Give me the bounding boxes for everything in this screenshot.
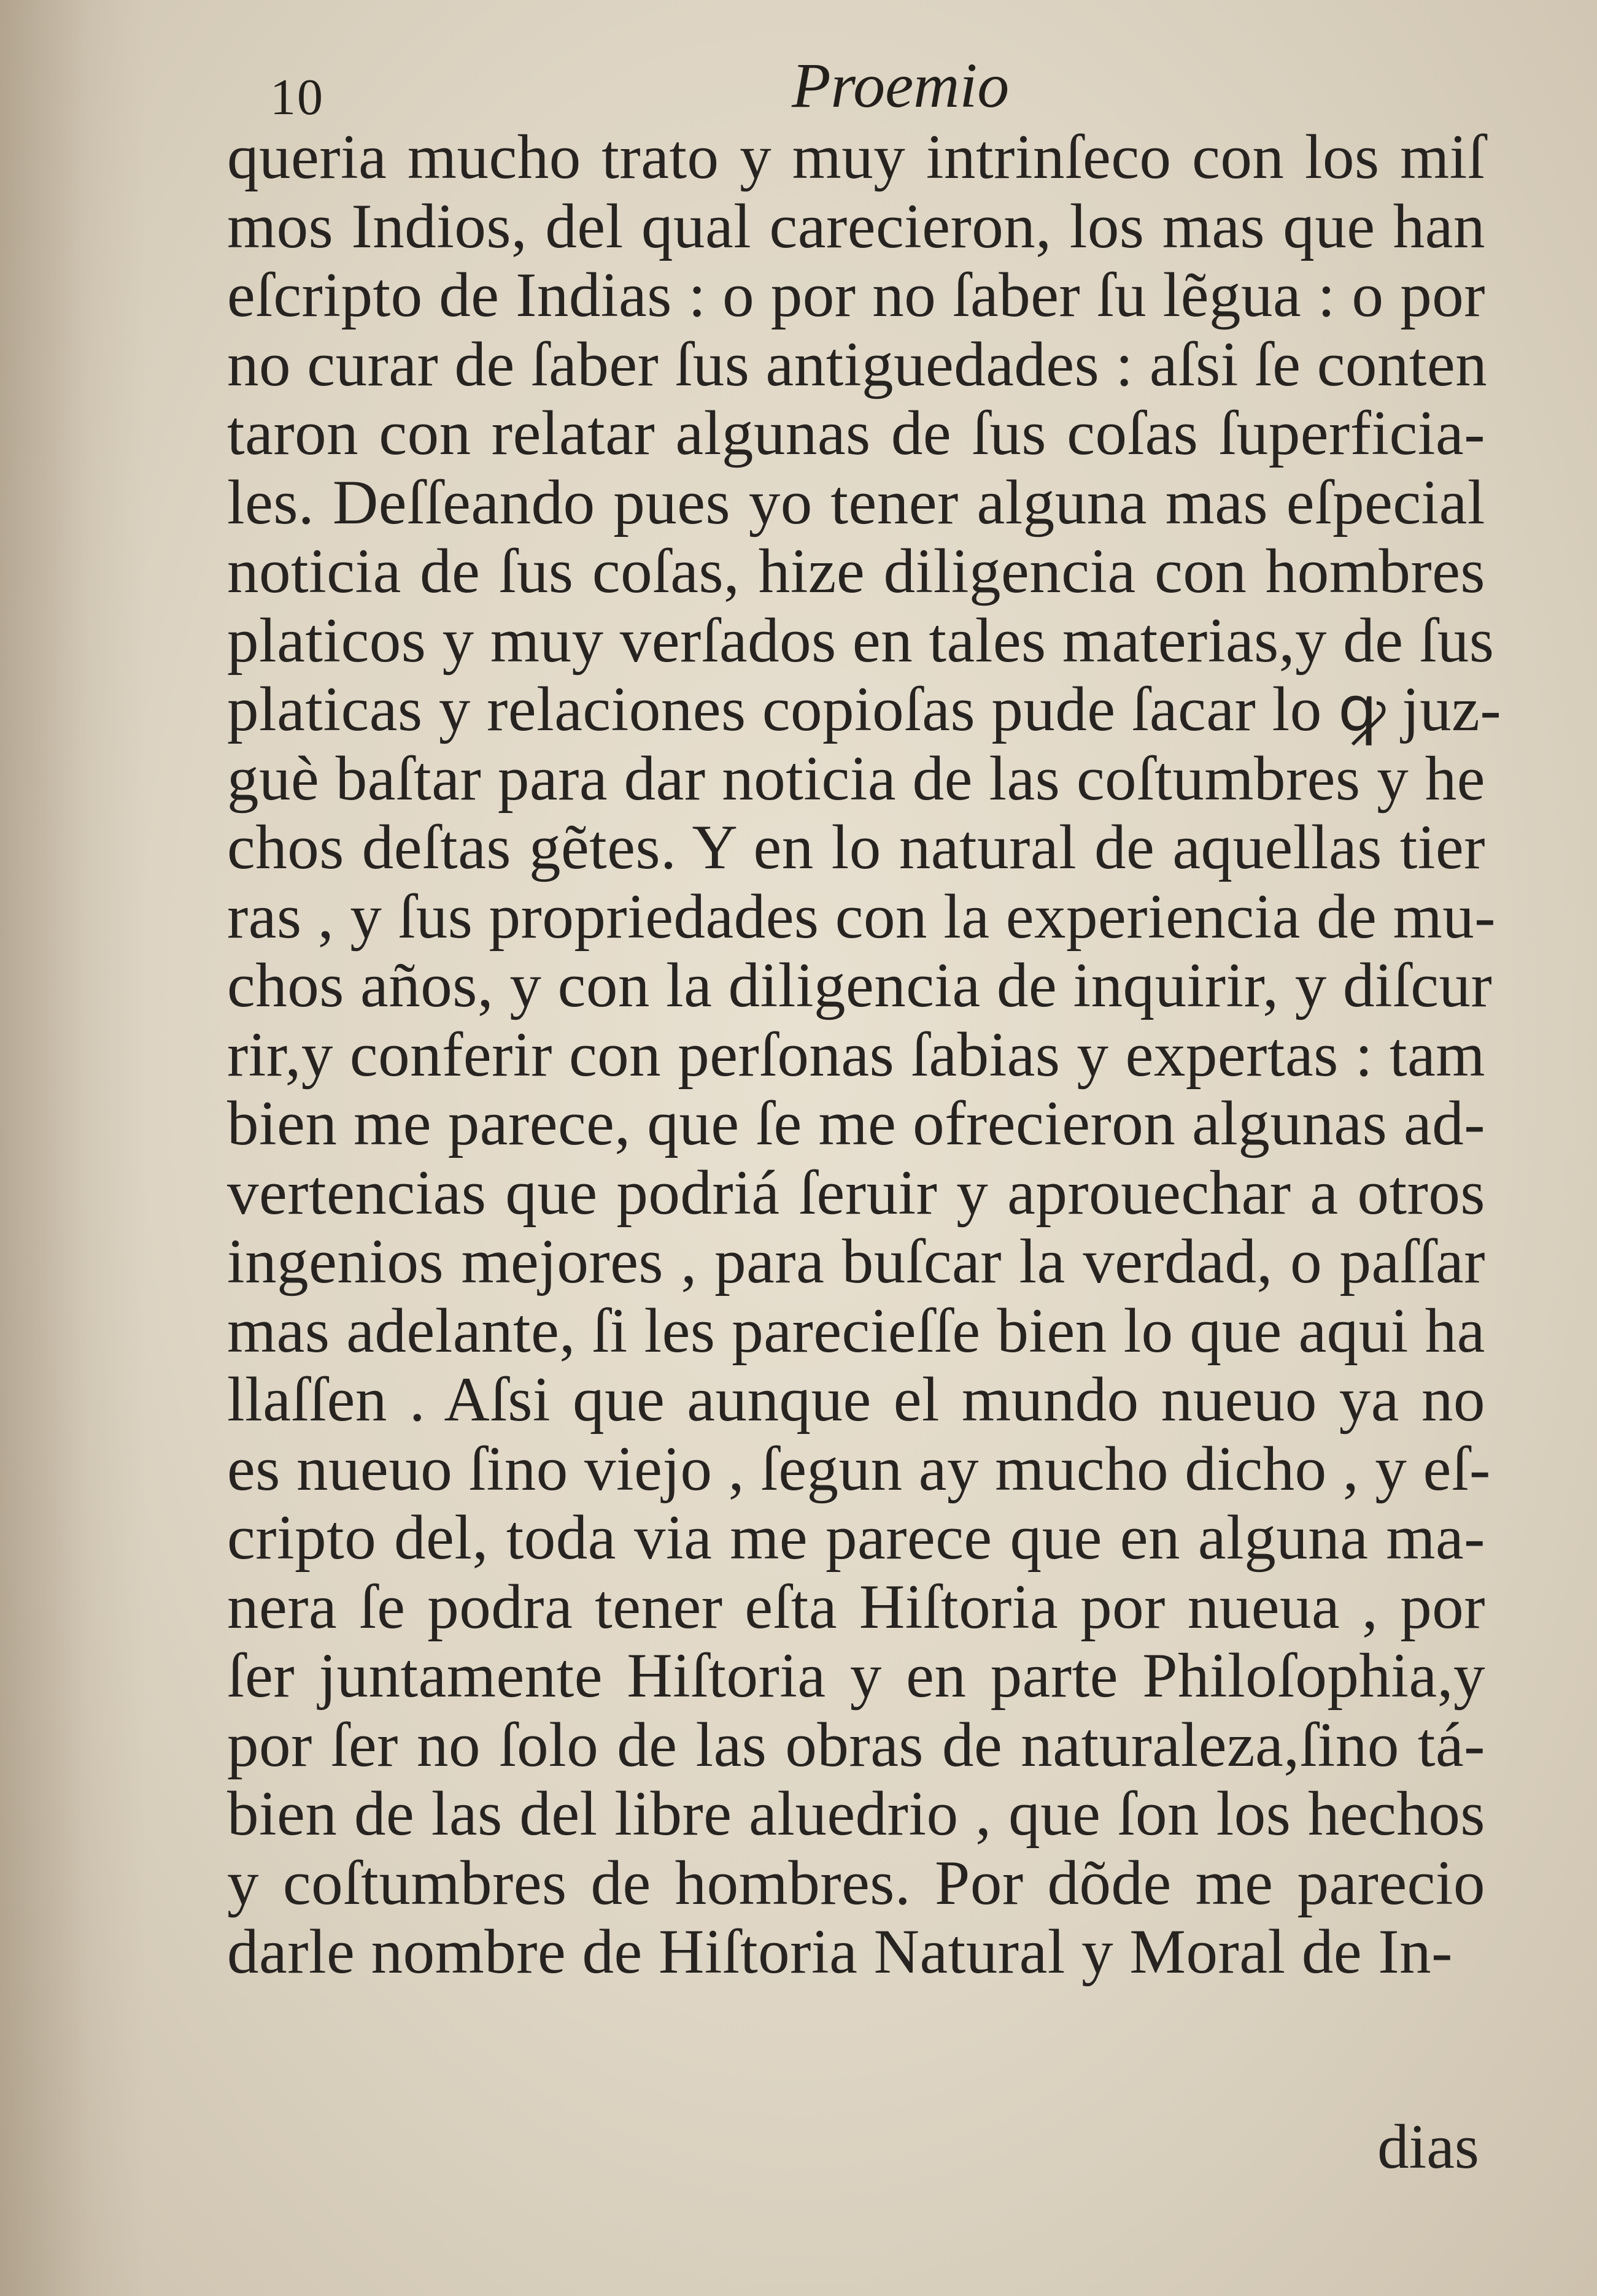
page-edge-shadow	[0, 0, 147, 2296]
text-line: taron con relatar algunas de ſus coſas ſuperficia-	[227, 398, 1485, 468]
page-number: 10	[270, 69, 324, 126]
text-line: eſcripto de Indias : o por no ſaber ſu lẽgua : o por	[227, 260, 1485, 330]
text-line: les. Deſſeando pues yo tener alguna mas eſpecial	[227, 467, 1485, 537]
body-text	[227, 122, 1502, 1987]
text-line: es nueuo ſino viejo , ſegun ay mucho dicho , y eſ-	[227, 1433, 1491, 1504]
text-line: noticia de ſus coſas, hize diligencia con hombres	[227, 536, 1485, 606]
text-line: por ſer no ſolo de las obras de naturaleza,ſino tá-	[227, 1709, 1485, 1780]
text-line: y coſtumbres de hombres. Por dõde me parecio	[227, 1847, 1485, 1918]
text-line: nera ſe podra tener eſta Hiſtoria por nueua , por	[227, 1571, 1485, 1642]
text-line: mos Indios, del qual carecieron, los mas que han	[227, 191, 1485, 261]
text-line: ingenios mejores , para buſcar la verdad, o paſſar	[227, 1227, 1485, 1296]
text-line: cripto del, toda via me parece que en alguna ma-	[227, 1503, 1485, 1573]
text-line: ras , y ſus propriedades con la experiencia de mu-	[227, 881, 1496, 952]
text-line: guè baſtar para dar noticia de las coſtumbres y he	[227, 743, 1485, 814]
text-line: bien de las del libre aluedrio , que ſon los hechos	[227, 1779, 1485, 1849]
text-line: rir,y conferir con perſonas ſabias y expertas : tam	[227, 1019, 1485, 1090]
text-line: chos años, y con la diligencia de inquirir, y diſcur	[227, 950, 1493, 1020]
text-line: platicos y muy verſados en tales materias,y de ſus	[227, 605, 1495, 676]
text-line: mas adelante, ſi les parecieſſe bien lo que aqui ha	[227, 1295, 1485, 1366]
text-line: queria mucho trato y muy intrinſeco con los miſ	[227, 122, 1485, 192]
catchword: dias	[1377, 2112, 1479, 2182]
text-line: vertencias que podriá ſeruir y aprouechar a otros	[227, 1157, 1485, 1228]
text-line: bien me parece, que ſe me ofrecieron algunas ad-	[227, 1088, 1485, 1158]
text-line: platicas y relaciones copioſas pude ſacar lo ꝙ juz-	[227, 674, 1502, 744]
running-title: Proemio	[792, 50, 1010, 121]
text-line: no curar de ſaber ſus antiguedades : aſsi ſe conten	[227, 329, 1488, 399]
text-line: ſer juntamente Hiſtoria y en parte Philoſophia,y	[227, 1641, 1485, 1711]
text-line: chos deſtas gẽtes. Y en lo natural de aquellas tier	[227, 812, 1485, 882]
text-line: darle nombre de Hiſtoria Natural y Moral de In-	[227, 1917, 1453, 1987]
text-line: llaſſen . Aſsi que aunque el mundo nueuo ya no	[227, 1365, 1485, 1435]
